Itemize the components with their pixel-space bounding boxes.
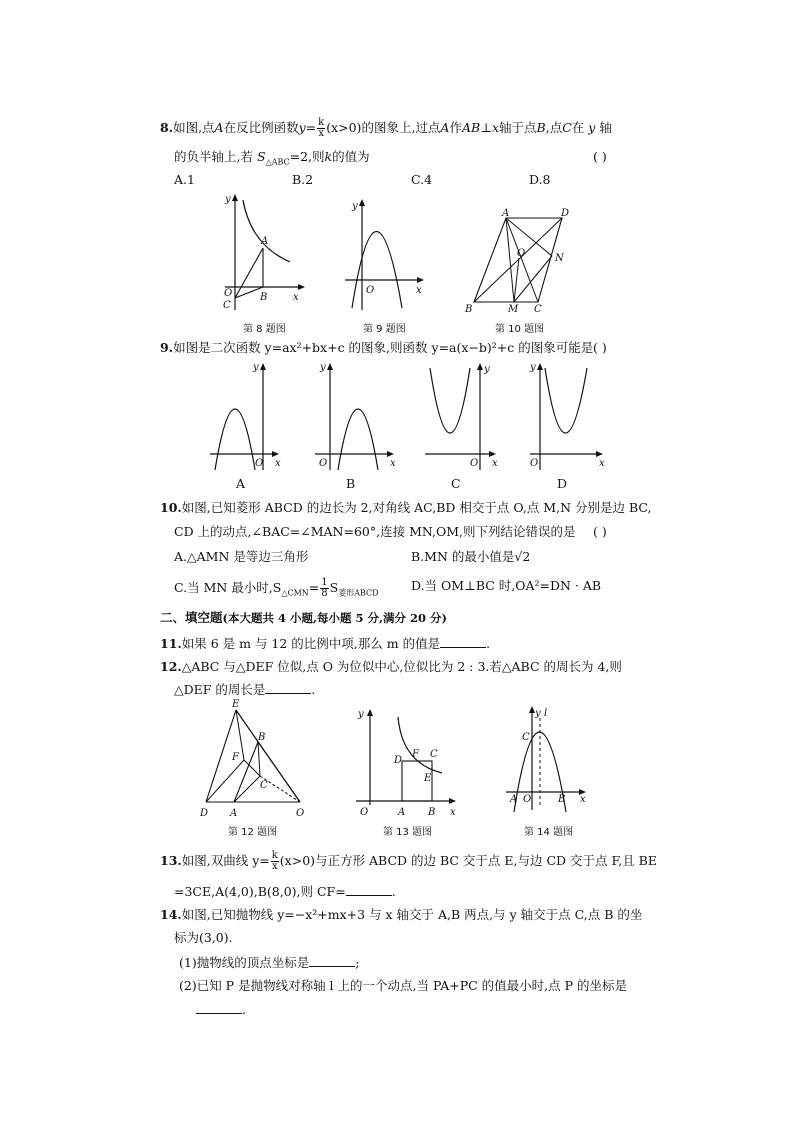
q13-line1 (160, 851, 657, 872)
q9-graph-b[interactable] (310, 358, 400, 473)
q9a-y-arrow (260, 363, 266, 370)
q11-number: 11. (160, 636, 182, 651)
q13-answer-blank[interactable] (346, 883, 392, 896)
fig14-label-x: x (580, 794, 586, 805)
q14-sub2: (2)已知 P 是抛物线对称轴 l 上的一个动点,当 PA+PC 的值最小时,点 P 的坐标是 (179, 978, 627, 993)
q8-number: 8. (160, 120, 174, 135)
fig12-label-b: B (258, 732, 266, 743)
q12-end: . (311, 682, 316, 697)
q13-text-b: (x>0)与正方形 ABCD 的边 BC 交于点 E,与边 CD 交于点 F,且 BE (279, 853, 657, 868)
fig13-label-b: B (428, 807, 436, 818)
section2-header (160, 610, 447, 626)
q10-number: 10. (160, 500, 182, 515)
figure-8 (215, 190, 310, 320)
q13-text-a: 如图,双曲线 y= (181, 853, 270, 868)
fig12-line-fc (244, 760, 260, 776)
q14-sub1-blank[interactable] (309, 954, 355, 967)
fig12-label-c: C (260, 780, 268, 791)
q14-sub2-blank[interactable] (196, 1001, 242, 1014)
fig10-label-o: O (517, 248, 526, 259)
q10-option-a[interactable]: A.△AMN 是等边三角形 (174, 549, 309, 564)
q9-option-c[interactable]: C (451, 476, 461, 491)
q9a-label-x: x (275, 458, 281, 469)
q10-optc-sub2: 菱形ABCD (338, 588, 379, 598)
q10-optc-num: 1 (321, 577, 328, 588)
q13-line2 (174, 883, 396, 900)
fig10-label-c: C (534, 304, 542, 315)
q8-option-d[interactable]: D.8 (529, 172, 551, 187)
fig10-label-b: B (465, 304, 473, 315)
q8-func-lhs: y= (298, 120, 317, 135)
fig9-y-arrow (359, 199, 365, 206)
fig12-label-e: E (232, 699, 240, 710)
q9-number: 9. (160, 340, 174, 355)
fig13-label-o: O (360, 807, 369, 818)
q9b-y-arrow (327, 363, 333, 370)
q11-end: . (486, 636, 491, 651)
q10-optc-a: C.当 MN 最小时,S (174, 580, 282, 595)
fig8-line-ca (235, 248, 263, 298)
q8-frac-num: k (318, 117, 325, 128)
q10-option-c[interactable] (174, 578, 379, 602)
q9-line (160, 340, 593, 356)
fig8-hyperbola (243, 200, 290, 262)
q9-option-d[interactable]: D (557, 476, 568, 491)
fig13-label-e: E (424, 773, 432, 784)
q13-line2-text: =3CE,A(4,0),B(8,0),则 CF= (174, 884, 346, 899)
q8-paren: ( ) (593, 149, 607, 164)
fig12-label-f: F (232, 752, 239, 763)
q8-frac-den: x (318, 128, 324, 139)
fig8-x-arrow (298, 284, 305, 290)
q9-option-b[interactable]: B (346, 476, 356, 491)
fig13-x-arrow (449, 798, 456, 804)
q10-paren: ( ) (593, 524, 607, 539)
q13-frac-den: x (271, 861, 278, 872)
caption-fig13: 第 13 题图 (383, 827, 433, 838)
q14-sub1 (179, 954, 359, 971)
q8-text-c: 的图象上,过点 (361, 120, 441, 135)
fig8-line-cb (235, 287, 263, 298)
q13-end: . (391, 884, 396, 899)
q14-sub2-answer (196, 1001, 246, 1018)
fig12-line-df (206, 760, 244, 802)
q8-point-b: B (536, 120, 546, 135)
fig8-label-y: y (225, 194, 231, 205)
fig8-y-arrow (232, 194, 238, 201)
q11-text: 如果 6 是 m 与 12 的比例中项,那么 m 的值是 (181, 636, 441, 651)
q11-answer-blank[interactable] (440, 635, 486, 648)
fig8-label-b: B (260, 292, 268, 303)
caption-fig14: 第 14 题图 (524, 827, 574, 838)
fig10-line-am (506, 218, 514, 302)
q9c-x-arrow (489, 451, 496, 457)
q14-line1 (160, 907, 642, 923)
q9-paren: ( ) (593, 340, 607, 355)
q9a-x-arrow (272, 451, 279, 457)
fig13-label-a: A (398, 807, 406, 818)
q9b-label-y: y (320, 362, 326, 373)
q12-line1 (160, 659, 622, 675)
fig13-label-c: C (430, 749, 438, 760)
q8-text-e: 轴于点 (499, 120, 537, 135)
q14-sub2-end: . (242, 1002, 246, 1017)
q8-line1 (160, 118, 612, 139)
caption-fig10: 第 10 题图 (495, 324, 545, 335)
q10-line1 (160, 500, 651, 516)
q11-line (160, 635, 490, 652)
q9c-parabola (430, 368, 470, 433)
caption-fig9: 第 9 题图 (363, 324, 406, 335)
q8-fraction (317, 118, 325, 139)
q8-line2 (174, 149, 370, 171)
q12-number: 12. (160, 659, 182, 674)
fig9-x-arrow (417, 277, 424, 283)
fig9-label-o: O (366, 285, 375, 296)
q9b-label-x: x (390, 458, 396, 469)
q12-line1-text: △ABC 与△DEF 位似,点 O 为位似中心,位似比为 2 : 3.若△ABC 的周长为 4,则 (181, 659, 622, 674)
q12-line2-text: △DEF 的周长是 (174, 682, 266, 697)
fig13-y-arrow (367, 709, 373, 716)
fig8-label-c: C (223, 300, 231, 311)
q9c-y-arrow (477, 363, 483, 370)
fig10-line-mn (514, 256, 552, 302)
caption-fig8: 第 8 题图 (243, 324, 286, 335)
q8-cond: (x>0) (326, 120, 362, 135)
fig9-parabola (352, 232, 402, 309)
q9d-label-x: x (599, 458, 605, 469)
q9a-label-o: O (255, 458, 264, 469)
q9d-parabola (545, 368, 587, 433)
fig14-label-b: B (558, 794, 566, 805)
q8-option-a[interactable]: A.1 (174, 172, 195, 187)
q14-sub1-text: (1)抛物线的顶点坐标是 (179, 955, 310, 970)
q8-point-c: C (562, 120, 572, 135)
figure-14 (502, 702, 592, 820)
q8-point-a2: A (440, 120, 450, 135)
q9c-label-y: y (484, 364, 490, 375)
figure-12 (196, 698, 311, 820)
fig14-label-o: O (523, 794, 532, 805)
q9-text: 如图是二次函数 y=ax²+bx+c 的图象,则函数 y=a(x−b)²+c 的图象可能是 (173, 340, 594, 355)
q9-graph-c[interactable] (420, 358, 505, 473)
q10-optc-fraction (320, 578, 328, 599)
fig12-line-ab (234, 742, 258, 802)
q9c-label-o: O (470, 458, 479, 469)
fig12-line-eb (236, 710, 258, 742)
q14-number: 14. (160, 907, 182, 922)
q13-number: 13. (160, 853, 182, 868)
fig8-label-x: x (293, 292, 299, 303)
fig8-label-o: O (224, 288, 233, 299)
fig10-label-d: D (561, 208, 570, 219)
fig10-label-n: N (555, 253, 564, 264)
q8-line2-a: 的负半轴上,若 (174, 149, 253, 164)
fig14-label-y: y (535, 708, 541, 719)
q10-optc-c: S (329, 580, 339, 595)
q12-line2 (174, 681, 315, 698)
fig14-label-l: l (544, 708, 548, 719)
fig13-label-d: D (394, 755, 403, 766)
fig12-label-o: O (296, 808, 305, 819)
fig13-label-x: x (450, 807, 456, 818)
fig9-label-y: y (352, 201, 358, 212)
fig12-label-a: A (230, 808, 238, 819)
fig14-label-a: A (510, 794, 518, 805)
q9b-parabola (338, 409, 378, 470)
q9b-x-arrow (387, 451, 394, 457)
q8-k: k (324, 149, 333, 164)
q9b-label-o: O (319, 458, 328, 469)
q10-optc-den: 8 (321, 588, 328, 599)
q8-text-f: ,点 (545, 120, 563, 135)
q9a-parabola (215, 409, 255, 470)
q13-frac-num: k (271, 850, 278, 861)
section2-note: (本大题共 4 小题,每小题 5 分,满分 20 分) (222, 611, 447, 625)
q8-area: S (256, 149, 266, 164)
figure-9 (340, 195, 430, 315)
q8-text-h: 轴 (599, 120, 612, 135)
q10-option-b[interactable]: B.MN 的最小值是√2 (411, 549, 531, 564)
q14-sub1-end: ; (355, 955, 360, 970)
q8-option-b[interactable]: B.2 (292, 172, 314, 187)
q10-option-d[interactable]: D.当 OM⊥BC 时,OA²=DN · AB (411, 578, 602, 593)
section2-title: 二、填空题 (160, 610, 223, 625)
fig8-label-a: A (261, 236, 269, 247)
q9a-label-y: y (253, 362, 259, 373)
q8-area-sub: △ABC (265, 157, 290, 167)
q8-text-b: 在反比例函数 (223, 120, 299, 135)
q9d-label-y: y (530, 362, 536, 373)
q9-graph-a[interactable] (205, 358, 290, 473)
q8-xaxis: x (491, 120, 500, 135)
q8-perp: ⊥ (480, 120, 492, 135)
fig12-line-bc (258, 742, 260, 776)
q9d-y-arrow (537, 363, 543, 370)
q9-option-a[interactable]: A (236, 476, 246, 491)
q8-text-g: 在 (571, 120, 585, 135)
fig13-label-f: F (412, 749, 419, 760)
q12-answer-blank[interactable] (265, 681, 311, 694)
q14-line2: 标为(3,0). (174, 930, 233, 945)
fig12-line-ac (234, 776, 260, 802)
fig10-label-m: M (508, 304, 519, 315)
q9d-label-o: O (530, 458, 539, 469)
q8-text-d: 作 (449, 120, 462, 135)
fig12-label-d: D (200, 808, 209, 819)
q9-graph-d[interactable] (525, 358, 610, 473)
figure-10 (462, 210, 577, 315)
fig12-line-bo (258, 742, 300, 802)
figure-13 (350, 705, 465, 820)
q10-optc-b: = (308, 580, 320, 595)
caption-fig12: 第 12 题图 (228, 827, 278, 838)
fig10-label-a: A (502, 208, 510, 219)
q10-optc-sub1: △CMN (281, 588, 309, 598)
fig9-label-x: x (416, 285, 422, 296)
fig14-label-c: C (522, 732, 530, 743)
q9c-label-x: x (492, 458, 498, 469)
q8-yaxis: y (588, 120, 596, 135)
fig13-label-y: y (358, 709, 364, 720)
q10-line2: CD 上的动点,∠BAC=∠MAN=60°,连接 MN,OM,则下列结论错误的是 (174, 524, 576, 539)
q8-point-a: A (214, 120, 224, 135)
q9d-x-arrow (596, 451, 603, 457)
q13-fraction (271, 851, 279, 872)
q14-line1-text: 如图,已知抛物线 y=−x²+mx+3 与 x 轴交于 A,B 两点,与 y 轴交于点 C,点 B 的坐 (181, 907, 643, 922)
q8-ab: AB (461, 120, 481, 135)
q8-option-c[interactable]: C.4 (411, 172, 433, 187)
fig13-hyperbola (398, 717, 442, 773)
q8-text-a: 如图,点 (173, 120, 215, 135)
q8-eq: =2,则 (289, 149, 325, 164)
q8-line2-b: 的值为 (332, 149, 370, 164)
q10-line1-text: 如图,已知菱形 ABCD 的边长为 2,对角线 AC,BD 相交于点 O,点 M,N 分别是边 BC, (181, 500, 652, 515)
fig10-line-om (514, 258, 519, 302)
